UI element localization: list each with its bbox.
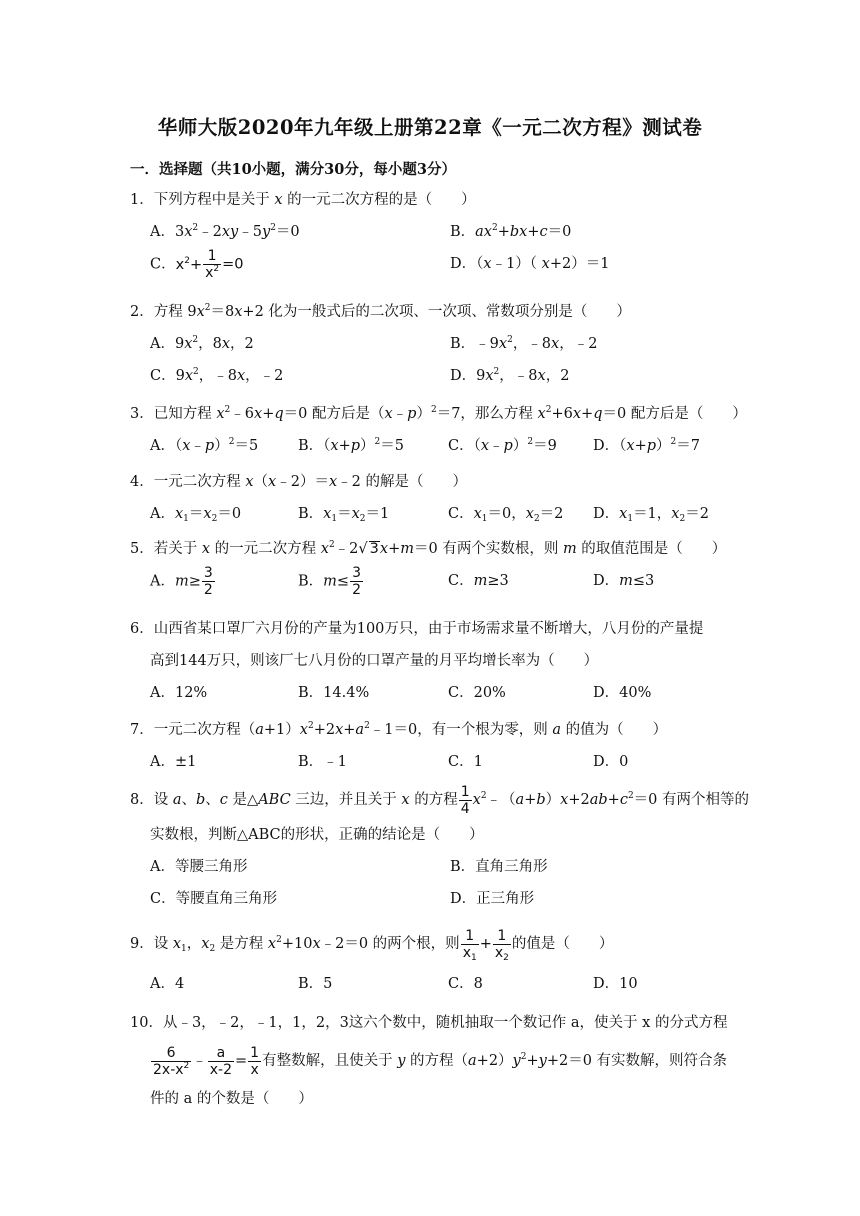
option-a[interactable]: A．12% [150, 685, 208, 701]
option-d[interactable]: D．（x﹣1）（ x+2）＝1 [450, 256, 610, 272]
option-d[interactable]: D．$x_1=1$，$x_2=2$ [593, 506, 709, 524]
option-b[interactable]: B．直角三角形 [450, 859, 548, 875]
option-a[interactable]: A．$9x^2$，8x，2 [150, 335, 254, 352]
option-c[interactable]: C．（x﹣p）$^2$＝9 [448, 437, 557, 454]
option-c[interactable]: C．$x_1=0$，$x_2=2$ [448, 506, 564, 524]
question-7: 7．一元二次方程$(a+1)x^2+2x+a^2﹣1=0$，有一个根为零，则 a 的值为（ ） A．±1 B．﹣1 C．1 D．0 [130, 714, 750, 778]
option-a[interactable]: A．4 [150, 976, 185, 992]
question-6: 6．山西省某口罩厂六月份的产量为100万只，由于市场需求量不断增大，八月份的产量提 高到144万只，则该厂七八月份的口罩产量的月平均增长率为（ ） A．12% B．14.4% C．20% D．40% [130, 613, 750, 709]
option-b[interactable]: B．$ax^2+bx+c=0$ [450, 223, 572, 240]
option-a[interactable]: A．$3x^2﹣2xy﹣5y^2=0$ [150, 223, 300, 240]
option-d[interactable]: D．m≤3 [593, 573, 655, 589]
question-4: 4．一元二次方程 x（x﹣2）＝x﹣2 的解是（ ） A．$x_1=x_2=0$ B．$x_1=x_2=1$ C．$x_1=0$，$x_2=2$ D．$x_1=1$，$x_2=2$ [130, 466, 750, 530]
option-d[interactable]: D．0 [593, 754, 629, 770]
option-b[interactable]: B．﹣1 [298, 754, 347, 770]
question-1: 1．下列方程中是关于 x 的一元二次方程的是（ ） A．$3x^2﹣2xy﹣5y^2=0$ B．$ax^2+bx+c=0$ C．$x^2+$ $\frac{1}{x^2}$ =0 D．（x﹣1）（ x+2）＝1 [130, 184, 750, 284]
option-d[interactable]: D．10 [593, 976, 638, 992]
option-c[interactable]: C．m≥3 [448, 573, 509, 589]
section-heading: 一．选择题（共10小题，满分30分，每小题3分） [130, 161, 456, 178]
option-a[interactable]: A．m≥ $\frac{3}{2}$ [150, 565, 213, 598]
option-d[interactable]: D．$(x+p)^2=7$ [593, 437, 700, 454]
option-c[interactable]: C．8 [448, 976, 483, 992]
option-a[interactable]: A．±1 [150, 754, 197, 770]
page-title: 华师大版2020年九年级上册第22章《一元二次方程》测试卷 [157, 116, 703, 139]
option-b[interactable]: B．5 [298, 976, 333, 992]
question-9: 9．设 $x_1$，$x_2$ 是方程 $x^2+10x﹣2=0$ 的两个根，则 $\frac{1}{x_1}$ + $\frac{1}{x_2}$ 的值是（ ） A．4 B．5 C．8 D．10 [130, 924, 750, 1000]
question-10: 10．从﹣3，﹣2，﹣1，1，2，3这六个数中，随机抽取一个数记作 a，使关于 x 的分式方程 $\frac{6}{2x-x^2}$ ﹣ $\frac{a}{x-2}$ = $\frac{1}{x}$ 有整数解，且使关于 y 的方程$(a+2)y^2+y+2=0$ 有实数解，则符合条 件的 a 的个数是（ ） [130, 1015, 728, 1107]
option-c[interactable]: C．等腰直角三角形 [150, 891, 278, 907]
question-3: 3．已知方程 $x^2﹣6x+q=0$ 配方后是（x﹣p）$^2$＝7，那么方程 $x^2+6x+q=0$ 配方后是（ ） A．（x﹣p）$^2$＝5 B．$(x+p)^2=5$ C．（x﹣p）$^2$＝9 D．$(x+p)^2=7$ [130, 398, 750, 462]
option-d[interactable]: D．正三角形 [450, 891, 535, 907]
option-b[interactable]: B．14.4% [298, 685, 370, 701]
option-c[interactable]: C．$x^2+$ $\frac{1}{x^2}$ =0 [150, 248, 244, 281]
option-c[interactable]: C．$9x^2$，﹣8x，﹣2 [150, 367, 284, 384]
question-8: 8．设 a、b、c 是△ABC 三边，并且关于 x 的方程 $\frac{1}{4}$ $x^2﹣(a+b)x+2ab+c^2=0$ 有两个相等的 实数根，判断△ABC的形状，正确的结论是（ ） A．等腰三角形 B．直角三角形 C．等腰直角三角形 D．正三角形 [130, 781, 750, 915]
option-d[interactable]: D．$9x^2$，﹣8x，2 [450, 367, 570, 384]
fraction: $\frac{1}{x^2}$ [205, 248, 220, 281]
option-a[interactable]: A．$x_1=x_2=0$ [150, 506, 242, 524]
option-a[interactable]: A．（x﹣p）$^2$＝5 [150, 437, 259, 454]
question-2: 2．方程 $9x^2=8x+2$ 化为一般式后的二次项、一次项、常数项分别是（ ） A．$9x^2$，8x，2 B．$﹣9x^2$，﹣8x，﹣2 C．$9x^2$，﹣8x，﹣2 D．$9x^2$，﹣8x，2 [130, 296, 750, 392]
option-a[interactable]: A．等腰三角形 [150, 859, 248, 875]
option-b[interactable]: B．$x_1=x_2=1$ [298, 506, 390, 524]
option-b[interactable]: B．$(x+p)^2=5$ [298, 437, 405, 454]
question-1-options [150, 216, 750, 248]
question-5: 5．若关于 x 的一元二次方程 $x^2﹣2√$ 3x+m＝0 有两个实数根，则 m 的取值范围是（ ） A．m≥ $\frac{3}{2}$ B．m≤ $\frac{3}{2}$ C．m≥3 D．m≤3 [130, 540, 727, 598]
option-b[interactable]: B．$﹣9x^2$，﹣8x，﹣2 [450, 335, 598, 352]
option-c[interactable]: C．1 [448, 754, 483, 770]
option-d[interactable]: D．40% [593, 685, 652, 701]
option-c[interactable]: C．20% [448, 685, 506, 701]
option-b[interactable]: B．m≤ $\frac{3}{2}$ [298, 565, 361, 598]
